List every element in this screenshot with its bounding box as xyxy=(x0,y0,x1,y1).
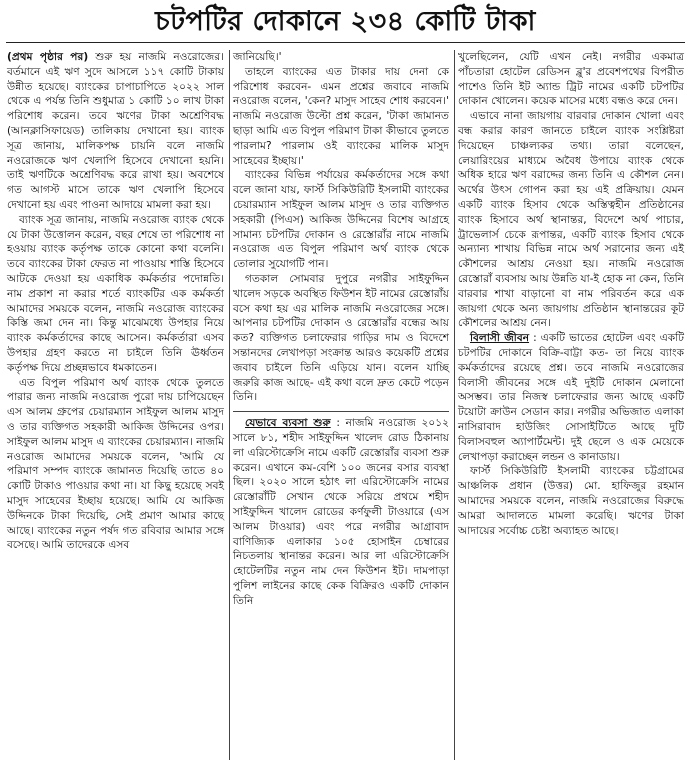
paragraph: জানিয়েছি।' xyxy=(233,51,282,63)
column-1 xyxy=(7,50,224,553)
paragraph: ব্যাংকের বিভিন্ন পর্যায়ের কর্মকর্তাদের সঙ্গে কথা বলে জানা যায়, ফার্স্ট সিকিউরিটি ইসলামী ব্যাংকের চেয়ারম্যান সাইফুল আলম মাসুদ ও তার ব্যক্তিগত সহকারী (পিএস) আকিজ উদ্দিনের বিশেষ আগ্রহে সামান্য চটপটির দোকান ও রেস্তোরাঁর নামে নাজমি নওরোজ এত বিপুল পরিমাণ অর্থ ব্যাংক থেকে তোলার সুযোগটি পান। xyxy=(233,169,449,271)
paragraph xyxy=(233,416,449,608)
paragraph: গতকাল সোমবার দুপুরে নগরীর সাইফুদ্দিন খালেদ সড়কে অবস্থিত ফিউশন ইট নামের রেস্তোরাঁয় বসে কথা হয় এর মালিক নাজমি নওরোজের সঙ্গে। আপনার চটপটির দোকান ও রেস্তোরাঁর বন্ধের আয় কত? ব্যক্তিগত চলাফেরার গাড়ির দাম ও বিদেশে সন্তানদের লেখাপড়া সংক্রান্ত আরও কয়েকটি প্রশ্নের জবাব চাইলে তিনি এড়িয়ে যান। বলেন যাচ্ছি জরুরি কাজ আছে- এই কথা বলে দ্রুত কেটে পড়েন তিনি। xyxy=(233,272,449,404)
paragraph: ব্যাংক সূত্র জানায়, নাজমি নওরোজ ব্যাংক থেকে যে টাকা উত্তোলন করেন, বছর শেষে তা পরিশোধ না হওয়ায় ব্যাংক কর্তৃপক্ষ তাকে কোনো কথা বলেনি। তবে ব্যাংকের টাকা ফেরত না পাওয়ায় শাস্তি হিসেবে আটকে দেওয়া হয় একাধিক কর্মকর্তার পদোন্নতি। নাম প্রকাশ না করার শর্তে ব্যাংকটির এক কর্মকর্তা আমাদের সময়কে বলেন, নাজমি নওরোজ ব্যাংকের কিস্তি জমা দেন না। কিন্তু মাঝেমধ্যে উপহার নিয়ে ব্যাংক কর্মকর্তাদের কাছে আসেন। কর্মকর্তারা এসব উপহার গ্রহণ করতে না চাইলে তিনি ঊর্ধ্বতন কর্তৃপক্ষ দিয়ে প্রচ্ছন্নভাবে ধমকাতেন। xyxy=(7,213,224,374)
headline-rule xyxy=(6,42,685,43)
column-2 xyxy=(233,50,449,608)
paragraph-text: শুরু হয় নাজমি নওরোজের। বর্তমানে এই ঋণ সুদে আসলে ১১৭ কোটি টাকায় উন্নীত হয়েছে। ব্যাংকের চাপাচাপিতে ২০২২ সাল থেকে এ পর্যন্ত তিনি শুধুমাত্র ১ কোটি ১০ লাখ টাকা পরিশোধ করেন। তবে ঋণের টাকা অশ্রেণিবদ্ধ (আনক্লাসিফায়েড) তালিকায় দেখানো হয়। ব্যাংক সূত্র জানায়, মালিকপক্ষ চায়নি বলে নাজমি নওরোজকে ঋণ খেলাপি হিসেবে দেখানো হয়নি। তাই ঋণটিকে অশ্রেণিবদ্ধ করে রাখা হয়। অবশেষে গত আগস্ট মাসে তাকে ঋণ খেলাপি হিসেবে দেখানো হয় এবং পাওনা আদায়ে মামলা করা হয়। xyxy=(7,51,224,211)
paragraph: তাহলে ব্যাংকের এত টাকার দায় দেনা কে পরিশোধ করবেন- এমন প্রশ্নের জবাবে নাজমি নওরোজ বলেন, 'কেন? মাসুদ সাহেব শোধ করবেন।' নাজমি নওরোজ উল্টো প্রশ্ন করেন, 'টাকা জামানত ছাড়া আমি এত বিপুল পরিমাণ টাকা কীভাবে তুলতে পারলাম? পারলাম ওই ব্যাংকের মালিক মাসুদ সাহেবের ইচ্ছায়।' xyxy=(233,65,449,167)
paragraph-text: : একটি ভাতের হোটেল এবং একটি চটপটির দোকানে বিক্রি-বাট্টা কত- তা নিয়ে ব্যাংক কর্মকর্তাদের রয়েছে প্রশ্ন। তবে নাজমি নওরোজের বিলাসী জীবনের সঙ্গে এই দুইটি দোকান মেলানো অসম্ভব। তার নিজস্ব চলাফেরার জন্য আছে একটি টয়োটা ক্রাউন সেডান কার। নগরীর অভিজাত এলাকা নাসিরাবাদ হাউজিং সোসাইটিতে আছে দুটি বিলাসবহুল অ্যাপার্টমেন্ট। দুই ছেলে ও এক মেয়েকে লেখাপড়া করাচ্ছেন লন্ডন ও কানাডায়। xyxy=(458,332,684,463)
subheading: বিলাসী জীবন xyxy=(470,332,530,345)
column-3 xyxy=(458,50,684,538)
paragraph: এত বিপুল পরিমাণ অর্থ ব্যাংক থেকে তুলতে পারার জন্য নাজমি নওরোজ পুরো দায় চাপিয়েছেন এস আলম গ্রুপের চেয়ারম্যান সাইফুল আলম মাসুদ ও তার ব্যক্তিগত সহকারী আকিজ উদ্দিনের ওপর। সাইফুল আলম মাসুদ এ ব্যাংকের চেয়ারম্যান। নাজমি নওরোজ আমাদের সময়কে বলেন, 'আমি যে পরিমাণ সম্পদ ব্যাংকে জামানত দিয়েছি তাতে ৪০ কোটি টাকাও পাওয়ার কথা না। যা কিছু হয়েছে সবই মাসুদ সাহেবের ইচ্ছায় হয়েছে। আমি যে আকিজ উদ্দিনকে টাকা দিয়েছি, সেই প্রমাণ আমার কাছে আছে। ব্যাংকের নতুন পর্ষদ গত রবিবার আমার সঙ্গে বসেছে। আমি তাদেরকে এসব xyxy=(7,376,224,552)
paragraph-text: : নাজমি নওরোজ ২০১২ সালে ৮১, শহীদ সাইফুদ্দিন খালেদ রোড ঠিকানায় লা এরিস্টোক্রেসি নামে একটি রেস্তোরাঁর ব্যবসা শুরু করেন। এখানে কম-বেশি ১০০ জনের বসার ব্যবস্থা ছিল। ২০২০ সালে হঠাৎ লা এরিস্টোক্রেসি নামের রেস্তোরাঁটি সেখান থেকে সরিয়ে প্রথমে শহীদ সাইফুদ্দিন খালেদ রোডের কর্ণফুলী টাওয়ারে (এস আলম টাওয়ার) এবং পরে নগরীর আগ্রাবাদ বাণিজ্যিক এলাকার ১০৫ হোসাইন চেম্বারের নিচতলায় স্থানান্তর করেন। আর লা এরিস্টোক্রেসি হোটেলটির নতুন নাম দেন ফিউশন ইট। দামপাড়া পুলিশ লাইনের কাছে কেক বিক্রিরও একটি দোকান তিনি xyxy=(233,417,449,607)
paragraph xyxy=(7,50,224,213)
column-divider xyxy=(454,50,455,760)
paragraph: খুলেছিলেন, যেটি এখন নেই। নগরীর একমাত্র পাঁচতারা হোটেল রেডিসন ব্লু'র প্রবেশপথের বিপরীত পাশেও তিনি ইট অ্যান্ড ট্রিট নামের একটি চটপটির দোকান খোলেন। কয়েক মাসের মধ্যে বন্ধও করে দেন। xyxy=(458,51,684,108)
paragraph: এভাবে নানা জায়গায় বারবার দোকান খোলা এবং বন্ধ করার কারণ জানতে চাইলে ব্যাংক সংশ্লিষ্টরা দিয়েছেন চাঞ্চল্যকর তথ্য। তারা বলেছেন, লেয়ারিংয়ের মাধ্যমে অবৈধ উপায়ে ব্যাংক থেকে অধিক হারে ঋণ বরাদ্দের জন্য তিনি এ কৌশল নেন। অর্থের উৎস গোপন করা হয় এই প্রক্রিয়ায়। যেমন একটি ব্যাংক হিসাব থেকে অস্তিত্বহীন প্রতিষ্ঠানের ব্যাংক হিসাবে অর্থ স্থানান্তর, বিদেশে অর্থ পাচার, ট্রাভেলার্স চেকে রূপান্তর, একটি ব্যাংক হিসাব থেকে অন্যান্য শাখায় বিভিন্ন নামে অর্থ সরানোর জন্য এই কৌশলের আশ্রয় নেওয়া হয়। নাজমি নওরোজ রেস্তোরাঁ ব্যবসায় আয় উন্নতি যা-ই হোক না কেন, তিনি বারবার শাখা বাড়ানো বা নাম পরিবর্তন করে এক জায়গা থেকে অন্য জায়গায় প্রতিষ্ঠান স্থানান্তরের কূট কৌশলের আশ্রয় নেন। xyxy=(458,110,684,330)
headline: চটপটির দোকানে ২৩৪ কোটি টাকা xyxy=(155,6,536,37)
column-divider xyxy=(229,50,230,760)
continuation-label: (প্রথম পৃষ্ঠার পর) xyxy=(7,51,89,63)
paragraph: ফার্স্ট সিকিউরিটি ইসলামী ব্যাংকের চট্টগ্রামের আঞ্চলিক প্রধান (উত্তর) মো. হাফিজুর রহমান আমাদের সময়কে বলেন, নাজমি নওরোজের বিরুদ্ধে আমরা আদালতে মামলা করেছি। ঋণের টাকা আদায়ের সর্বোচ্চ চেষ্টা অব্যাহত আছে। xyxy=(458,465,684,537)
section-rule xyxy=(233,411,449,412)
subheading: যেভাবে ব্যবসা শুরু xyxy=(245,417,331,430)
paragraph xyxy=(458,331,684,464)
